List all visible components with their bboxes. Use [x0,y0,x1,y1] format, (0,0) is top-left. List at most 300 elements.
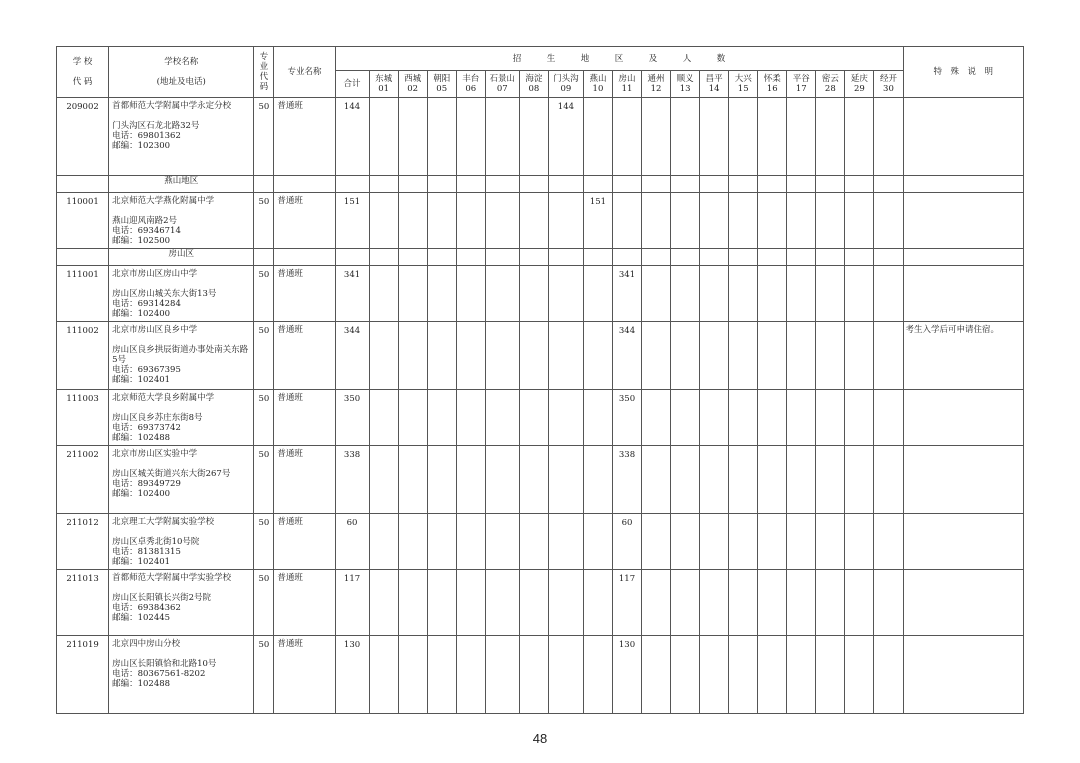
empty-cell [519,570,548,636]
total-count: 338 [335,446,369,514]
section-row [57,249,1024,266]
empty-cell [816,266,845,322]
header-region-title: 招 生 地 区 及 人 数 [335,47,903,71]
empty-cell [700,514,729,570]
empty-cell [369,322,398,390]
empty-cell [548,322,583,390]
empty-cell [642,390,671,446]
total-count: 341 [335,266,369,322]
empty-cell [456,176,485,193]
spacer [112,206,251,216]
empty-cell [642,570,671,636]
region-code: 07 [496,84,508,94]
empty-cell [700,193,729,249]
header-total: 合计 [335,71,369,98]
header-school-name: 学校名称 (地址及电话) [109,47,254,98]
empty-cell [583,176,612,193]
empty-cell [642,176,671,193]
special-note [903,636,1023,714]
empty-cell [519,176,548,193]
empty-cell [274,176,335,193]
region-code: 13 [679,84,691,94]
empty-cell [485,570,519,636]
empty-cell [845,322,874,390]
empty-cell [485,390,519,446]
empty-cell [369,98,398,176]
empty-cell [874,446,903,514]
empty-cell [369,514,398,570]
school-name: 北京四中房山分校 [112,639,181,649]
school-address: 房山区良乡苏庄东街8号 [112,413,203,423]
school-postcode: 邮编：102445 [112,613,171,623]
region-name: 延庆 [850,74,868,84]
major-code: 50 [254,514,274,570]
empty-cell [369,176,398,193]
empty-cell [583,266,612,322]
empty-cell [671,98,700,176]
empty-cell [787,176,816,193]
empty-cell [519,249,548,266]
school-postcode: 邮编：102400 [112,309,171,319]
empty-cell [787,636,816,714]
empty-cell [612,193,641,249]
region-name: 燕山 [589,74,607,84]
empty-cell [642,514,671,570]
empty-cell [816,193,845,249]
school-name: 北京理工大学附属实验学校 [112,517,215,527]
empty-cell [548,266,583,322]
table-row [57,390,1024,446]
school-address: 房山区长阳镇恰和北路10号 [112,659,217,669]
empty-cell [787,322,816,390]
empty-cell [700,322,729,390]
empty-cell [729,514,758,570]
region-name: 大兴 [734,74,752,84]
spacer [112,403,251,413]
header-school-code: 学 校 代 码 [57,47,109,98]
empty-cell [874,266,903,322]
header-region-02 [398,71,427,98]
empty-cell [729,193,758,249]
empty-cell [583,636,612,714]
special-note [903,193,1023,249]
header-region-15 [729,71,758,98]
empty-cell [519,446,548,514]
table-row [57,98,1024,176]
empty-cell [874,193,903,249]
school-phone: 电话：69373742 [112,423,181,433]
school-code: 110001 [57,193,109,249]
empty-cell [700,636,729,714]
school-name: 北京市房山区实验中学 [112,449,198,459]
spacer [112,459,251,469]
empty-cell [398,446,427,514]
table-row [57,636,1024,714]
school-phone: 电话：81381315 [112,547,181,557]
special-note [903,98,1023,176]
header-region-30 [874,71,903,98]
header-region-09 [548,71,583,98]
school-info [109,570,254,636]
empty-cell [700,98,729,176]
school-code: 211012 [57,514,109,570]
empty-cell [700,446,729,514]
empty-cell [758,176,787,193]
major-name: 普通班 [274,390,335,446]
region-name: 怀柔 [763,74,781,84]
empty-cell [845,98,874,176]
empty-cell [758,570,787,636]
major-code: 50 [254,193,274,249]
enrollment-table [56,46,1024,714]
major-code: 50 [254,266,274,322]
empty-cell [787,514,816,570]
special-note [903,266,1023,322]
spacer [112,583,251,593]
table-row [57,514,1024,570]
school-address: 房山区卓秀北街10号院 [112,537,200,547]
total-count: 117 [335,570,369,636]
empty-cell [57,249,109,266]
empty-cell [427,570,456,636]
empty-cell [671,514,700,570]
empty-cell [456,249,485,266]
empty-cell [427,390,456,446]
empty-cell [398,193,427,249]
total-count: 144 [335,98,369,176]
empty-cell [874,514,903,570]
region-count: 350 [612,390,641,446]
empty-cell [845,266,874,322]
region-code: 28 [824,84,836,94]
total-count: 60 [335,514,369,570]
region-code: 09 [560,84,572,94]
region-name: 西城 [404,74,422,84]
table-row [57,570,1024,636]
header-notes: 特 殊 说 明 [903,47,1023,98]
school-code: 111001 [57,266,109,322]
header-region-29 [845,71,874,98]
empty-cell [729,570,758,636]
empty-cell [845,390,874,446]
region-name: 平谷 [792,74,810,84]
empty-cell [787,249,816,266]
empty-cell [816,98,845,176]
empty-cell [758,266,787,322]
school-name: 首都师范大学附属中学永定分校 [112,101,232,111]
empty-cell [787,390,816,446]
header-region-11 [612,71,641,98]
empty-cell [671,266,700,322]
region-name: 丰台 [462,74,480,84]
region-code: 06 [465,84,477,94]
empty-cell [642,446,671,514]
major-name: 普通班 [274,636,335,714]
empty-cell [456,193,485,249]
school-name: 北京师范大学良乡附属中学 [112,393,215,403]
header-major-name: 专业名称 [274,47,335,98]
empty-cell [583,570,612,636]
school-address: 门头沟区石龙北路32号 [112,121,200,131]
school-info [109,390,254,446]
region-name: 密云 [821,74,839,84]
empty-cell [398,266,427,322]
major-name: 普通班 [274,514,335,570]
empty-cell [583,249,612,266]
page-number: 48 [532,731,548,746]
empty-cell [816,176,845,193]
empty-cell [671,176,700,193]
empty-cell [456,322,485,390]
spacer [112,335,251,345]
school-phone: 电话：80367561-8202 [112,669,206,679]
empty-cell [758,446,787,514]
region-name: 门头沟 [553,74,579,84]
major-name: 普通班 [274,193,335,249]
empty-cell [787,193,816,249]
empty-cell [519,514,548,570]
empty-cell [519,322,548,390]
school-address: 房山区房山城关东大街13号 [112,289,217,299]
empty-cell [758,249,787,266]
region-count: 60 [612,514,641,570]
empty-cell [548,570,583,636]
empty-cell [583,514,612,570]
empty-cell [485,266,519,322]
empty-cell [519,390,548,446]
school-address: 房山区良乡拱辰街道办事处南关东路5号 [112,345,249,365]
empty-cell [456,446,485,514]
school-address: 房山区长阳镇长兴街2号院 [112,593,212,603]
empty-cell [700,249,729,266]
school-postcode: 邮编：102401 [112,557,171,567]
school-info [109,98,254,176]
empty-cell [254,249,274,266]
empty-cell [398,249,427,266]
region-code: 01 [378,84,390,94]
empty-cell [729,636,758,714]
empty-cell [548,249,583,266]
region-code: 08 [528,84,540,94]
empty-cell [845,570,874,636]
empty-cell [758,514,787,570]
empty-cell [729,249,758,266]
school-address: 房山区城关街道兴东大街267号 [112,469,231,479]
school-name: 北京市房山区良乡中学 [112,325,198,335]
empty-cell [874,390,903,446]
empty-cell [671,570,700,636]
school-info [109,636,254,714]
school-name: 北京市房山区房山中学 [112,269,198,279]
empty-cell [398,98,427,176]
region-name: 东城 [375,74,393,84]
empty-cell [485,636,519,714]
empty-cell [548,390,583,446]
empty-cell [787,98,816,176]
region-code: 05 [436,84,448,94]
region-name: 昌平 [705,74,723,84]
school-code: 111002 [57,322,109,390]
empty-cell [671,249,700,266]
empty-cell [758,193,787,249]
empty-cell [816,446,845,514]
empty-cell [485,193,519,249]
empty-cell [274,249,335,266]
header-region-05 [427,71,456,98]
empty-cell [485,322,519,390]
empty-cell [845,193,874,249]
major-code: 50 [254,322,274,390]
empty-cell [456,390,485,446]
major-name: 普通班 [274,322,335,390]
region-name: 经开 [879,74,897,84]
special-note: 考生入学后可申请住宿。 [903,322,1023,390]
empty-cell [903,249,1023,266]
empty-cell [671,322,700,390]
header-region-16 [758,71,787,98]
table-row [57,446,1024,514]
empty-cell [700,390,729,446]
header-region-17 [787,71,816,98]
major-name: 普通班 [274,98,335,176]
empty-cell [642,266,671,322]
region-code: 29 [853,84,865,94]
empty-cell [583,98,612,176]
region-code: 17 [795,84,807,94]
empty-cell [642,98,671,176]
empty-cell [583,322,612,390]
empty-cell [845,636,874,714]
special-note [903,570,1023,636]
header-region-14 [700,71,729,98]
special-note [903,514,1023,570]
empty-cell [700,570,729,636]
empty-cell [398,176,427,193]
empty-cell [816,636,845,714]
region-name: 顺义 [676,74,694,84]
school-name: 北京师范大学燕化附属中学 [112,196,215,206]
major-name: 普通班 [274,446,335,514]
total-count: 344 [335,322,369,390]
empty-cell [903,176,1023,193]
region-count: 117 [612,570,641,636]
header-region-01 [369,71,398,98]
school-address: 燕山迎风南路2号 [112,216,178,226]
school-info [109,446,254,514]
empty-cell [816,570,845,636]
empty-cell [787,570,816,636]
school-postcode: 邮编：102300 [112,141,171,151]
spacer [112,527,251,537]
empty-cell [519,636,548,714]
region-name: 朝阳 [433,74,451,84]
empty-cell [729,322,758,390]
empty-cell [335,249,369,266]
region-code: 10 [592,84,604,94]
empty-cell [369,636,398,714]
school-info [109,514,254,570]
empty-cell [456,570,485,636]
empty-cell [427,176,456,193]
empty-cell [816,322,845,390]
empty-cell [671,193,700,249]
school-info [109,193,254,249]
total-count: 151 [335,193,369,249]
empty-cell [369,249,398,266]
empty-cell [729,446,758,514]
empty-cell [369,570,398,636]
empty-cell [398,390,427,446]
region-code: 30 [883,84,894,94]
header-region-08 [519,71,548,98]
major-name: 普通班 [274,266,335,322]
empty-cell [57,176,109,193]
school-phone: 电话：89349729 [112,479,181,489]
empty-cell [729,176,758,193]
school-code: 111003 [57,390,109,446]
section-name: 燕山地区 [109,176,254,193]
empty-cell [816,249,845,266]
empty-cell [612,98,641,176]
major-code: 50 [254,446,274,514]
empty-cell [729,390,758,446]
header-region-13 [671,71,700,98]
spacer [112,649,251,659]
major-code: 50 [254,570,274,636]
empty-cell [874,636,903,714]
empty-cell [548,176,583,193]
region-count: 130 [612,636,641,714]
school-postcode: 邮编：102488 [112,433,171,443]
empty-cell [700,176,729,193]
empty-cell [427,249,456,266]
empty-cell [369,446,398,514]
school-phone: 电话：69367395 [112,365,181,375]
school-postcode: 邮编：102400 [112,489,171,499]
empty-cell [548,193,583,249]
empty-cell [642,193,671,249]
empty-cell [845,514,874,570]
empty-cell [548,514,583,570]
school-phone: 电话：69801362 [112,131,181,141]
school-postcode: 邮编：102401 [112,375,171,385]
empty-cell [456,636,485,714]
header-region-28 [816,71,845,98]
region-code: 15 [737,84,749,94]
empty-cell [845,446,874,514]
empty-cell [398,322,427,390]
school-code: 211019 [57,636,109,714]
empty-cell [845,249,874,266]
special-note [903,446,1023,514]
school-phone: 电话：69346714 [112,226,181,236]
header-major-code: 专 业 代 码 [254,47,274,98]
empty-cell [874,570,903,636]
section-name: 房山区 [109,249,254,266]
empty-cell [519,98,548,176]
region-code: 14 [708,84,720,94]
table-row [57,266,1024,322]
empty-cell [874,176,903,193]
empty-cell [254,176,274,193]
region-name: 海淀 [525,74,543,84]
empty-cell [671,636,700,714]
empty-cell [485,446,519,514]
school-code: 209002 [57,98,109,176]
region-code: 02 [407,84,419,94]
region-name: 通州 [647,74,665,84]
school-info [109,322,254,390]
